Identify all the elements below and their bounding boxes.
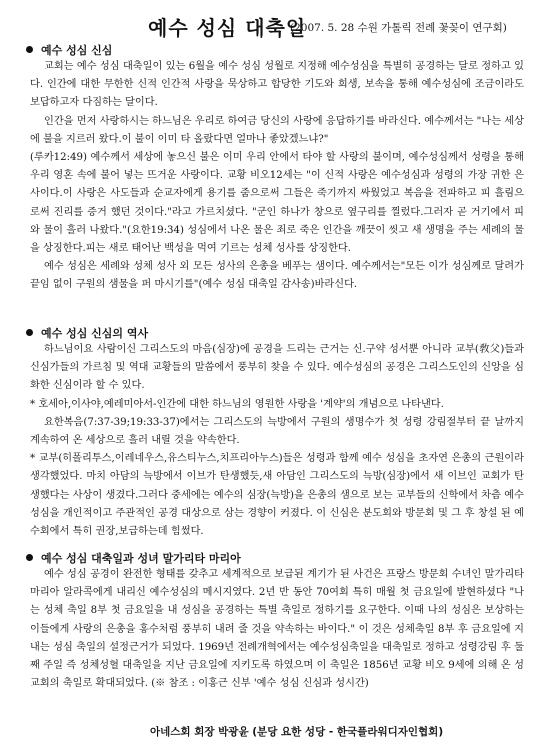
paragraph: * 교부(히폴리투스,이레네우스,유스티누스,치프리아누스)들은 성령과 함께 예수 성심을 초자연 은총의 근원이라 생각했었다. 마치 아담의 늑방에서 이브가 탄생했듯,새 아담인 그리스도의 늑방(심장)에서 새 이브인 교회가 탄생했다는 사상이 생겼다.그러다 중세에는 예수의 심장(늑방)을 은총의 샘으로 보는 교부들의 신학에서 차츰 예수 성심을 개인적이고 주관적인 공경 대상으로 삼는 경향이 커졌다. 이 신심은 분도회와 방문회 및 그 후 창설 된 예수회에서 특히 권장,보급하는데 힘썼다. bbox=[30, 453, 524, 538]
paragraph: 예수 성심은 세례와 성체 성사 외 모든 성사의 은총을 베푸는 샘이다. 예수께서는"모든 이가 성심께로 달려가 끝임 없이 구원의 샘물을 퍼 마시기를"(예수 성심 대축일 감사송)바라신다. bbox=[30, 261, 524, 291]
section-title: 예수 성심 신심 bbox=[41, 44, 113, 57]
paragraph: 교회는 예수 성심 대축일이 있는 6월을 예수 성심 성월로 지정해 예수성심을 특별히 공경하는 달로 정하고 있다. 인간에 대한 무한한 신적 인간적 사랑을 묵상하고 합당한 기도와 희생, 보속을 통해 예수성심에 조금이라도 보답하고자 다짐하는 달이다. bbox=[30, 61, 524, 109]
paragraph: (루카12:49) 예수께서 세상에 놓으신 불은 이미 우리 안에서 타야 할 사랑의 불이며, 예수성심께서 성령을 통해 우리 영혼 속에 불어 넣는 뜨거운 사랑이다. 교황 비오12세는 "이 신적 사랑은 예수성심과 성령의 가장 귀한 은사이다.이 사랑은 사도들과 순교자에게 용기를 줌으로써 그들은 죽기까지 싸웠었고 복음을 전파하고 피 흘림으로써 진리를 증거 했던 것이다."라고 가르치셨다. "군인 하나가 창으로 옆구리를 찔렀다.그러자 곧 거기에서 피와 물이 흘러 나왔다."(요한19:34) 성심에서 나온 물은 죄로 죽은 인간을 깨끗이 씻고 새 생명을 주는 세례의 물을 상징한다.피는 새로 태어난 백성을 먹여 기르는 성체 성사를 상징한다. bbox=[30, 152, 524, 255]
section-heading-2 bbox=[26, 325, 148, 341]
section-body-2 bbox=[30, 341, 524, 541]
paragraph: 하느님이요 사람이신 그리스도의 마음(심장)에 공경을 드리는 근거는 신.구약 성서뿐 아니라 교부(敎父)들과 신심가들의 가르침 및 역대 교황들의 말씀에서 풍부히 찾을 수 있다. 예수성심의 공경은 그리스도인의 신앙을 심화한 신심이라 할 수 있다. bbox=[30, 344, 524, 392]
bullet-icon bbox=[26, 46, 33, 53]
section-title: 예수 성심 대축일과 성녀 말가리타 마리아 bbox=[41, 552, 241, 565]
section-body-1 bbox=[30, 58, 524, 295]
page-title: 예수 성심 대축일 bbox=[148, 16, 307, 40]
bullet-icon bbox=[26, 329, 33, 336]
section-heading-1 bbox=[26, 42, 112, 58]
paragraph: 예수 성심 공경이 완전한 형태를 갖추고 세계적으로 보급된 계기가 된 사건은 프랑스 방문회 수녀인 말가리타 마리아 알라콕에게 내리신 예수성심의 메시지였다. 2년 반 동안 70여회 특히 매월 첫 금요일에 발현하셨다 "나는 성체 축일 8부 첫 금요일을 내 성심을 공경하는 특별 축일로 정하기를 요구한다. 이때 나의 성심은 보상하는 이들에게 사랑의 은총을 홍수처럼 풍부히 내려 줄 것을 약속하는 바이다." 이 것은 성체축일 8부 후 금요일에 지내는 성심 축일의 설정근거가 되었다. 1969년 전례개혁에서는 예수성심축일을 대축일로 정하고 성령강림 후 둘째 주일 즉 성체성혈 대축일을 지난 금요일에 지키도록 하였으며 이 축일은 1856년 교황 비오 9세에 의해 온 성교회의 축일로 확대되었다. (※ 참조 : 이홍근 신부 '예수 성심 신심과 성시간) bbox=[30, 569, 524, 690]
paragraph: 인간을 먼저 사랑하시는 하느님은 우리로 하여금 당신의 사랑에 응답하기를 바라신다. 예수께서는 "나는 세상에 불을 지르러 왔다.이 불이 이미 타 올랐다면 얼마나 좋았겠느냐?" bbox=[30, 115, 524, 145]
section-body-3 bbox=[30, 566, 524, 693]
paragraph: 요한복음(7:37-39;19:33-37)에서는 그리스도의 늑방에서 구원의 생명수가 첫 성령 강림절부터 끝 날까지 계속하여 온 세상으로 흘러 내릴 것을 약속한다. bbox=[30, 416, 524, 447]
page-subtitle: (2007. 5. 28 수원 가톨릭 전례 꽃꽂이 연구회) bbox=[290, 22, 507, 34]
footer-signature: 아네스회 회장 박광윤 (분당 요한 성당 - 한국플라워디자인협회) bbox=[150, 726, 444, 738]
section-heading-3 bbox=[26, 550, 241, 566]
bullet-icon bbox=[26, 554, 33, 561]
section-title: 예수 성심 신심의 역사 bbox=[41, 327, 149, 340]
paragraph: * 호세아,이사야,예레미아서-인간에 대한 하느님의 영원한 사랑을 '계약'의 개념으로 나타낸다. bbox=[30, 398, 444, 410]
